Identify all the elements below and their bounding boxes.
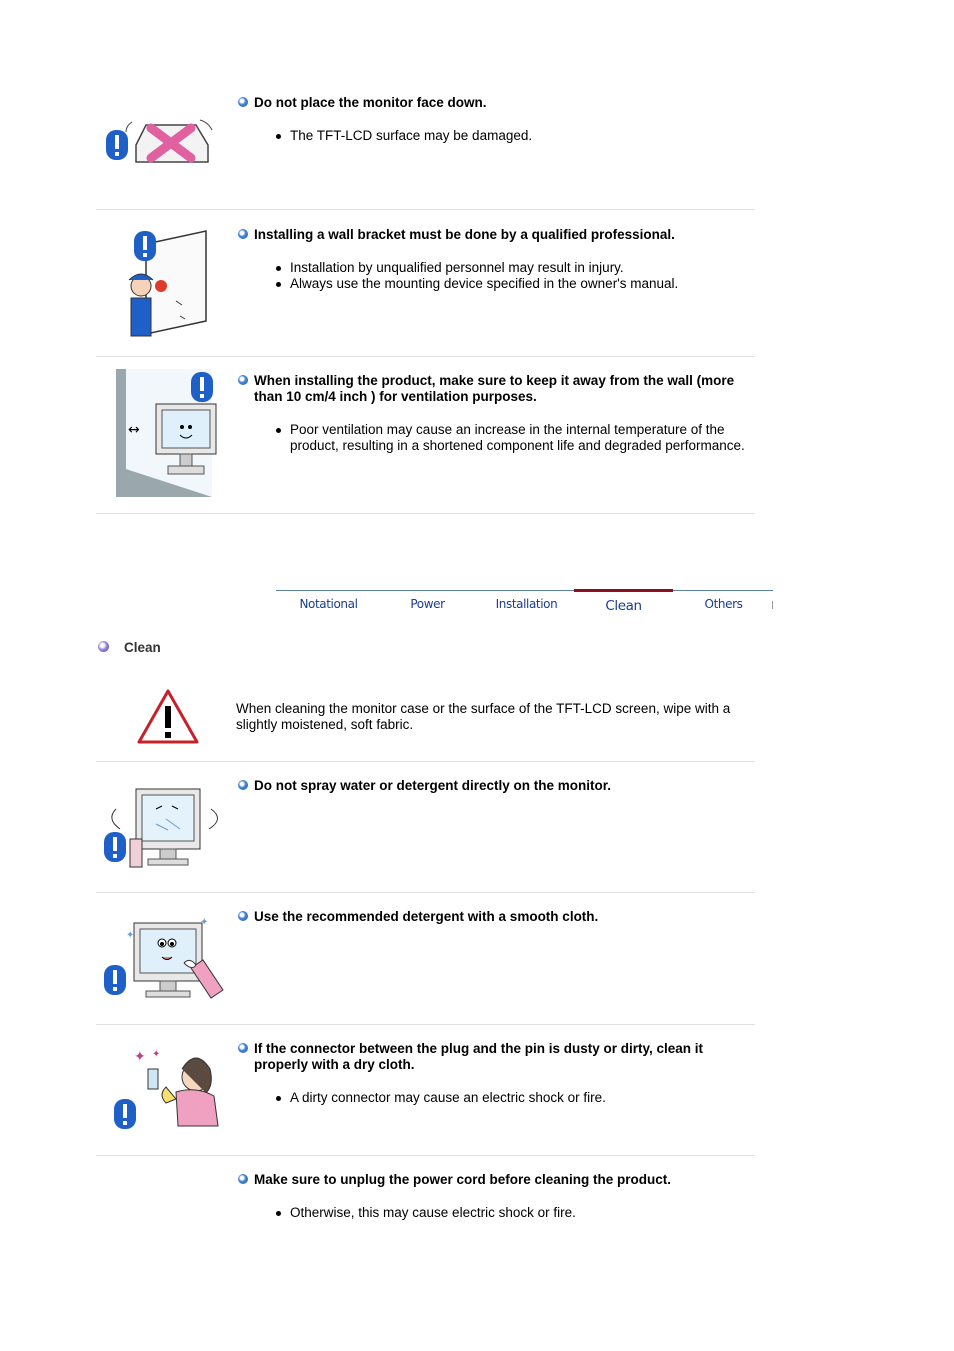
caution-triangle-icon: [96, 688, 236, 746]
heading-text: Installing a wall bracket must be done by a qualified professional.: [254, 227, 675, 242]
list-item: Always use the mounting device specified in the owner's manual.: [236, 276, 755, 292]
illustration-ventilation: [96, 369, 236, 499]
section-heading: [236, 227, 755, 243]
svg-text:✦: ✦: [200, 917, 209, 928]
list-item: Installation by unqualified personnel may result in injury.: [236, 260, 755, 276]
section-heading: [236, 373, 755, 405]
tab-bar: [276, 590, 773, 621]
section-heading: [236, 778, 755, 794]
bullet-dot-icon: [276, 134, 281, 139]
section-detergent: [96, 893, 755, 1025]
svg-text:✦: ✦: [134, 1048, 146, 1064]
bullet-dot-icon: [276, 428, 281, 433]
tab-clean[interactable]: Clean: [574, 589, 673, 620]
list-item: Otherwise, this may cause electric shock or fire.: [236, 1205, 755, 1221]
heading-text: If the connector between the plug and the pin is dusty or dirty, clean it properly with a dry cloth.: [254, 1041, 704, 1072]
purple-bullet-icon: [98, 641, 109, 652]
illustration-connector: [96, 1047, 236, 1131]
tab-notational[interactable]: Notational: [299, 597, 358, 611]
section-ventilation: [96, 357, 755, 514]
illustration-wall-bracket: [96, 226, 236, 341]
bullet-dot-icon: [276, 1096, 281, 1101]
illustration-monitor-face-down: [96, 110, 236, 170]
heading-text: Use the recommended detergent with a smooth cloth.: [254, 909, 599, 924]
bullet-dot-icon: [276, 282, 281, 287]
illustration-detergent: [96, 913, 236, 1003]
section-heading: [236, 1172, 755, 1188]
blue-bullet-icon: [238, 375, 248, 385]
blue-bullet-icon: [238, 780, 248, 790]
list-item: A dirty connector may cause an electric shock or fire.: [236, 1090, 755, 1106]
blue-bullet-icon: [238, 229, 248, 239]
section-connector: [96, 1025, 755, 1156]
blue-bullet-icon: [238, 97, 248, 107]
heading-text: Do not place the monitor face down.: [254, 95, 487, 110]
illustration-no-spray: [96, 784, 236, 872]
tab-separator: [772, 601, 773, 609]
heading-text: Do not spray water or detergent directly on the monitor.: [254, 778, 612, 793]
section-face-down: [96, 90, 755, 210]
blue-bullet-icon: [238, 1043, 248, 1053]
clean-section-title: Clean: [98, 640, 161, 655]
section-heading: [236, 909, 755, 925]
heading-text: Make sure to unplug the power cord before cleaning the product.: [254, 1172, 672, 1187]
tab-installation[interactable]: Installation: [495, 597, 558, 611]
blue-bullet-icon: [238, 1174, 248, 1184]
clean-intro-text: When cleaning the monitor case or the surface of the TFT-LCD screen, wipe with a slightly moistened, soft fabric.: [236, 701, 731, 732]
svg-text:✦: ✦: [126, 930, 135, 941]
section-wall-bracket: [96, 210, 755, 357]
list-item: Poor ventilation may cause an increase in the internal temperature of the product, resulting in a shortened component life and degraded performance.: [236, 422, 755, 454]
svg-text:↔: ↔: [128, 422, 140, 438]
tab-others[interactable]: Others: [704, 597, 743, 611]
svg-text:✦: ✦: [152, 1049, 161, 1060]
list-item: The TFT-LCD surface may be damaged.: [236, 128, 755, 144]
bullet-dot-icon: [276, 266, 281, 271]
blue-bullet-icon: [238, 911, 248, 921]
section-heading: [236, 95, 755, 111]
section-unplug: [96, 1156, 755, 1236]
heading-text: When installing the product, make sure to keep it away from the wall (more than 10 cm/4 inch ) for ventilation purposes.: [254, 373, 735, 404]
section-clean-intro: [96, 680, 755, 762]
section-no-spray: [96, 762, 755, 893]
bullet-dot-icon: [276, 1211, 281, 1216]
section-heading: [236, 1041, 755, 1073]
tab-power[interactable]: Power: [410, 597, 445, 611]
